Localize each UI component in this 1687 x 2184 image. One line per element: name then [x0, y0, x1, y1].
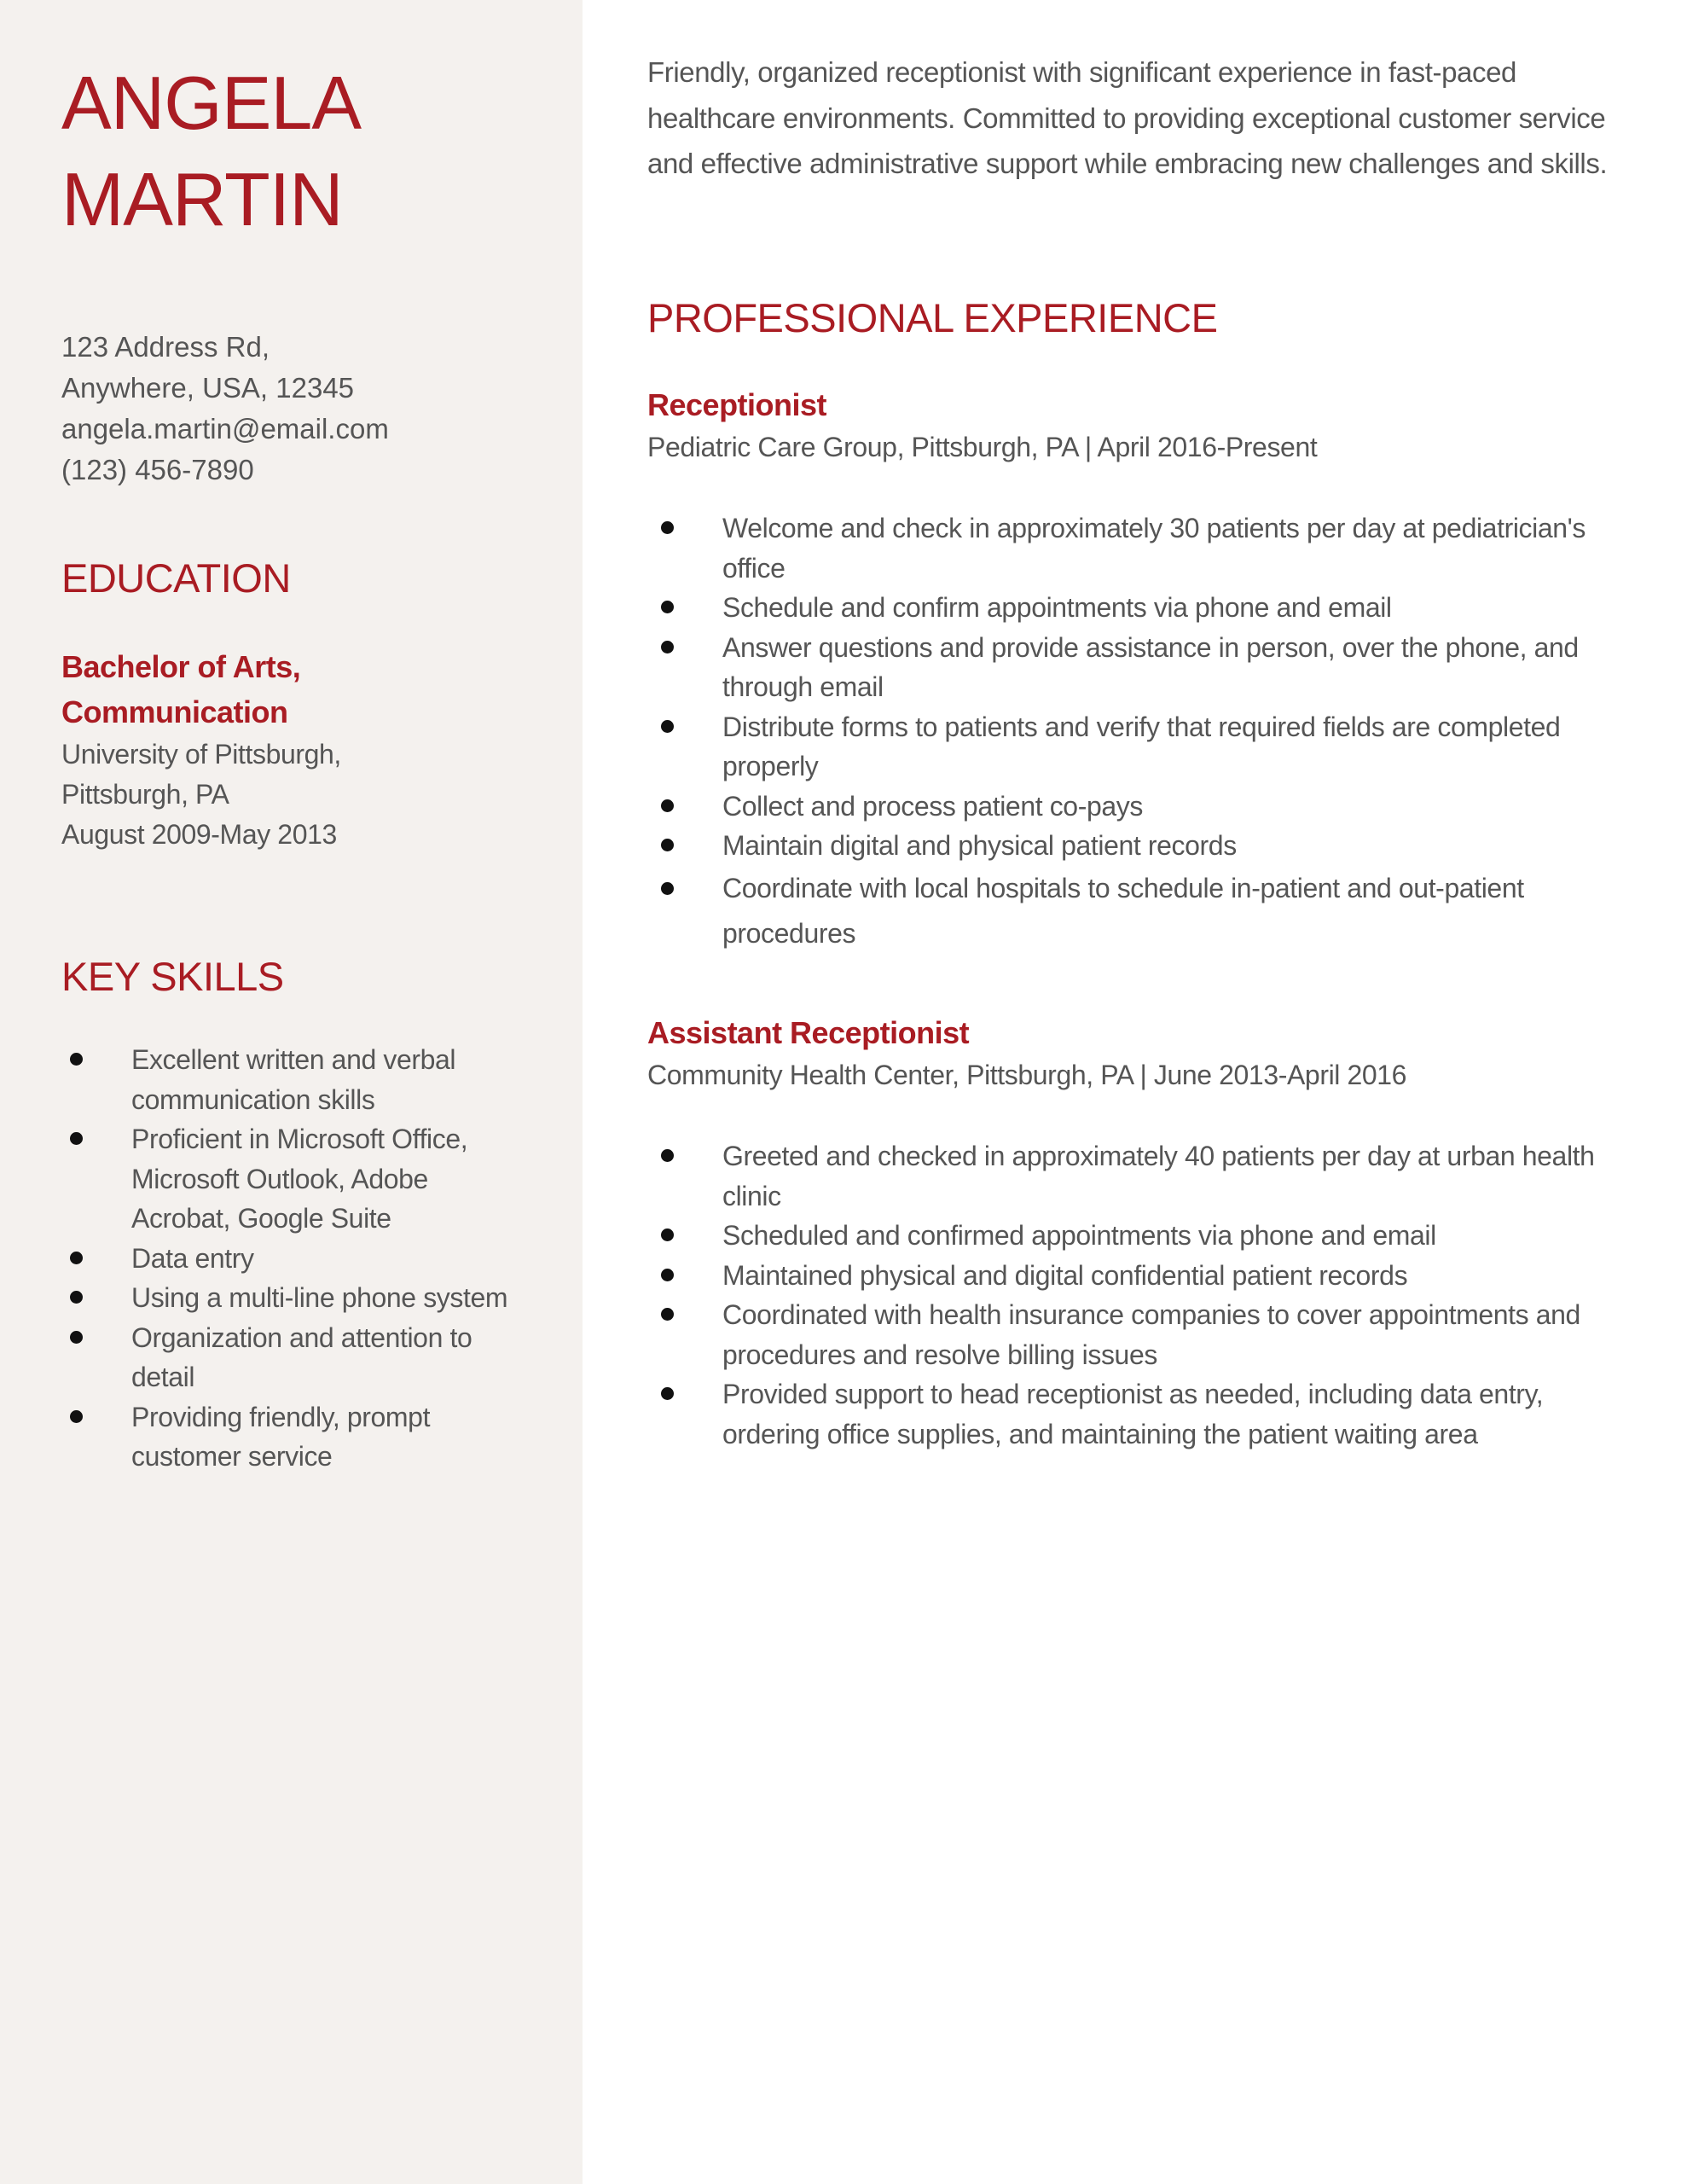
key-skills-heading: KEY SKILLS [61, 954, 284, 999]
bullet-icon [661, 641, 674, 653]
list-item [661, 588, 1620, 628]
bullet-icon [70, 1410, 83, 1423]
job-meta: Community Health Center, Pittsburgh, PA | June 2013-April 2016 [647, 1060, 1407, 1090]
bullet-text: Provided support to head receptionist as needed, including data entry, ordering office supplies, and maintaining the patient waiting area [722, 1379, 1544, 1449]
list-item [661, 866, 1620, 956]
experience-heading: PROFESSIONAL EXPERIENCE [647, 295, 1218, 340]
list-item [661, 1295, 1620, 1374]
summary: Friendly, organized receptionist with significant experience in fast-paced healthcare environments. Committed to providing exceptional customer service and effective administrative support while embracing new challenges and skills. [647, 56, 1608, 179]
bullet-icon [661, 1228, 674, 1241]
list-item [661, 787, 1620, 827]
bullet-text: Distribute forms to patients and verify that required fields are completed properly [722, 711, 1561, 781]
bullet-icon [661, 799, 674, 812]
bullet-text: Scheduled and confirmed appointments via phone and email [722, 1220, 1436, 1251]
bullet-icon [661, 839, 674, 851]
job-bullets [661, 1136, 1620, 1454]
phone: (123) 456-7890 [61, 454, 254, 485]
list-item [661, 1256, 1620, 1296]
bullet-text: Coordinate with local hospitals to schedule in-patient and out-patient procedures [722, 872, 1524, 949]
address-line-2: Anywhere, USA, 12345 [61, 372, 355, 404]
list-item [661, 1216, 1620, 1256]
list-item [70, 1119, 530, 1239]
list-item [661, 826, 1620, 866]
skill-text: Organization and attention to detail [131, 1321, 472, 1392]
list-item [661, 508, 1620, 588]
bullet-icon [661, 1269, 674, 1281]
list-item [661, 1136, 1620, 1216]
list-item [70, 1040, 530, 1119]
bullet-icon [661, 1387, 674, 1400]
bullet-text: Coordinated with health insurance companies to cover appointments and procedures and resolve billing issues [722, 1299, 1580, 1370]
bullet-text: Welcome and check in approximately 30 patients per day at pediatrician's office [722, 513, 1586, 584]
bullet-text: Maintained physical and digital confidential patient records [722, 1259, 1408, 1291]
job-title: Assistant Receptionist [647, 1015, 970, 1050]
bullet-text: Schedule and confirm appointments via phone and email [722, 592, 1392, 623]
education-section [61, 644, 539, 855]
skill-text: Proficient in Microsoft Office, Microsoft Outlook, Adobe Acrobat, Google Suite [131, 1124, 468, 1234]
school-line-2: Pittsburgh, PA [61, 779, 229, 810]
education-heading: EDUCATION [61, 555, 291, 601]
bullet-icon [661, 601, 674, 613]
list-item [70, 1397, 530, 1477]
job-title: Receptionist [647, 387, 827, 422]
list-item [661, 707, 1620, 787]
degree-line-1: Bachelor of Arts, [61, 649, 301, 684]
bullet-icon [661, 720, 674, 733]
skill-text: Data entry [131, 1242, 254, 1274]
contact-info [61, 327, 389, 491]
bullet-icon [70, 1252, 83, 1264]
bullet-icon [70, 1132, 83, 1145]
list-item [661, 628, 1620, 707]
skill-text: Using a multi-line phone system [131, 1282, 508, 1313]
bullet-text: Collect and process patient co-pays [722, 790, 1143, 822]
candidate-name [61, 55, 361, 247]
job-meta: Pediatric Care Group, Pittsburgh, PA | April 2016-Present [647, 432, 1318, 462]
degree-line-2: Communication [61, 694, 288, 729]
bullet-icon [70, 1331, 83, 1344]
skills-list [70, 1040, 530, 1477]
last-name: MARTIN [61, 157, 343, 241]
job-bullets [661, 508, 1620, 956]
skill-text: Excellent written and verbal communication skills [131, 1044, 456, 1115]
list-item [661, 1374, 1620, 1454]
bullet-icon [661, 521, 674, 534]
bullet-icon [661, 1308, 674, 1321]
school-line-1: University of Pittsburgh, [61, 739, 341, 770]
bullet-icon [70, 1053, 83, 1066]
bullet-text: Maintain digital and physical patient records [722, 830, 1237, 861]
bullet-text: Answer questions and provide assistance in person, over the phone, and through email [722, 631, 1579, 702]
education-dates: August 2009-May 2013 [61, 819, 337, 850]
address-line-1: 123 Address Rd, [61, 331, 270, 363]
list-item [70, 1278, 530, 1318]
list-item [70, 1318, 530, 1397]
job-2 [647, 1010, 1620, 1454]
bullet-text: Greeted and checked in approximately 40 patients per day at urban health clinic [722, 1141, 1595, 1211]
job-1 [647, 382, 1620, 956]
list-item [70, 1239, 530, 1279]
bullet-icon [70, 1291, 83, 1304]
bullet-icon [661, 1149, 674, 1162]
skill-text: Providing friendly, prompt customer service [131, 1401, 431, 1472]
email: angela.martin@email.com [61, 413, 389, 444]
bullet-icon [661, 882, 674, 895]
first-name: ANGELA [61, 61, 362, 145]
